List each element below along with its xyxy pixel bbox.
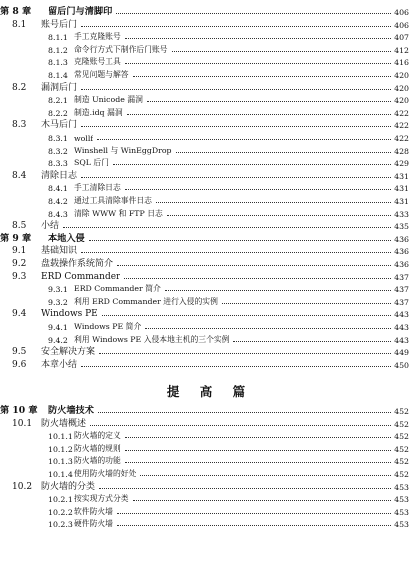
dot-leader xyxy=(133,500,392,501)
toc-entry-title: Windows PE 简介 xyxy=(74,322,142,331)
toc-entry-title: 按实现方式分类 xyxy=(74,494,129,504)
dot-leader xyxy=(125,63,391,64)
toc-entry-title: 利用 Windows PE 入侵本地主机的三个实例 xyxy=(74,334,230,344)
dot-leader xyxy=(116,13,391,14)
dot-leader xyxy=(156,202,391,203)
dot-leader xyxy=(113,164,391,165)
toc-entry-title: ERD Commander xyxy=(41,271,121,282)
toc-entry-number: 9.3.2 xyxy=(48,297,68,307)
toc-entry-number: 8.1.4 xyxy=(48,71,68,80)
toc-entry-number: 8.4 xyxy=(12,170,27,181)
toc-page-number: 422 xyxy=(394,108,409,118)
toc-page-number: 452 xyxy=(394,419,409,429)
toc-page-number: 431 xyxy=(394,197,409,206)
toc-page-number: 453 xyxy=(394,495,409,505)
toc-page-number: 452 xyxy=(394,457,409,467)
toc-page-number: 406 xyxy=(394,8,409,17)
toc-entry-number: 8.2 xyxy=(12,82,27,93)
toc-page-number: 436 xyxy=(394,247,409,257)
toc-entry-number: 10.1.1 xyxy=(48,432,73,442)
toc-page-number: 443 xyxy=(394,335,409,345)
toc-page-number: 437 xyxy=(394,272,409,282)
toc-entry-number: 8.1 xyxy=(12,19,27,30)
toc-entry-number: 8.5 xyxy=(12,221,27,232)
toc-page-number: 431 xyxy=(394,171,409,181)
toc-entry-number: 第 8 章 xyxy=(0,6,32,17)
toc-entry-number: 10.2.2 xyxy=(48,507,73,517)
toc-page-number: 429 xyxy=(394,159,409,169)
toc-page-number: 452 xyxy=(394,432,409,442)
dot-leader xyxy=(117,513,391,514)
dot-leader xyxy=(233,341,391,342)
dot-leader xyxy=(125,38,391,39)
toc-entry-title: 制造.idq 漏洞 xyxy=(74,107,123,117)
dot-leader xyxy=(99,353,391,354)
toc-entry-number: 10.1 xyxy=(12,418,33,429)
toc-entry-number: 8.2.2 xyxy=(48,108,68,118)
dot-leader xyxy=(124,278,391,279)
dot-leader xyxy=(89,240,391,241)
toc-entry-number: 8.3.2 xyxy=(48,146,68,156)
toc-entry-number: 8.4.2 xyxy=(48,197,68,206)
dot-leader xyxy=(81,26,391,27)
toc-page-number: 420 xyxy=(394,96,409,106)
toc-subsection-row xyxy=(0,515,420,529)
dot-leader xyxy=(81,89,391,90)
toc-entry-title: 防火墙概述 xyxy=(41,418,87,429)
dot-leader xyxy=(81,366,391,367)
toc-entry-number: 9.4 xyxy=(12,309,27,320)
dot-leader xyxy=(165,290,391,291)
dot-leader xyxy=(176,152,392,153)
dot-leader xyxy=(81,126,391,127)
dot-leader xyxy=(140,475,391,476)
toc-page-number: 422 xyxy=(394,121,409,131)
dot-leader xyxy=(117,525,391,526)
toc-entry-number: 8.1.2 xyxy=(48,45,68,55)
toc-entry-number: 8.3 xyxy=(12,120,27,131)
toc-entry-title: Winshell 与 WinEggDrop xyxy=(74,145,172,155)
toc-entry-title: 软件防火墙 xyxy=(74,506,113,516)
toc-entry-title: 清除日志 xyxy=(41,170,78,181)
toc-entry-title: 制造 Unicode 漏洞 xyxy=(74,95,143,105)
dot-leader xyxy=(125,437,391,438)
toc-entry-title: 防火墙技术 xyxy=(48,405,94,416)
toc-page-number: 437 xyxy=(394,285,409,295)
toc-entry-title: 基础知识 xyxy=(41,246,78,257)
toc-entry-title: 木马后门 xyxy=(41,120,78,131)
toc-page-number: 431 xyxy=(394,184,409,194)
toc-entry-number: 10.1.2 xyxy=(48,444,73,454)
toc-entry-number: 8.1.1 xyxy=(48,33,68,43)
toc-page-number: 453 xyxy=(394,507,409,517)
toc-page-number: 435 xyxy=(394,222,409,232)
toc-page-number: 420 xyxy=(394,83,409,93)
toc-entry-title: 本章小结 xyxy=(41,359,78,370)
toc-entry-title: 手工清除日志 xyxy=(74,183,121,193)
dot-leader xyxy=(97,139,391,140)
toc-entry-number: 9.3.1 xyxy=(48,285,68,295)
toc-page-number: 443 xyxy=(394,323,409,332)
toc-entry-number: 9.1 xyxy=(12,246,27,257)
toc-entry-number: 9.6 xyxy=(12,359,27,370)
toc-entry-title: Windows PE xyxy=(41,309,98,320)
toc-page-number: 422 xyxy=(394,134,409,143)
dot-leader xyxy=(81,252,391,253)
toc-section-row xyxy=(0,356,420,370)
toc-entry-number: 10.2.3 xyxy=(48,520,73,530)
toc-page-number: 449 xyxy=(394,348,409,358)
part-title: 提 高 篇 xyxy=(166,384,254,399)
toc-entry-number: 第 10 章 xyxy=(0,405,38,416)
toc-entry-number: 10.2 xyxy=(12,481,33,492)
toc-entry-number: 8.2.1 xyxy=(48,96,68,106)
toc-entry-title: 清除 WWW 和 FTP 日志 xyxy=(74,208,163,218)
toc-entry-title: 账号后门 xyxy=(41,19,78,30)
toc-page-number: 436 xyxy=(394,234,409,244)
toc-page-number: 420 xyxy=(394,71,409,80)
toc-entry-title: 本地入侵 xyxy=(48,232,85,244)
toc-entry-title: wollf xyxy=(74,134,94,143)
toc-entry-number: 8.4.1 xyxy=(48,184,68,194)
toc-entry-number: 10.1.3 xyxy=(48,457,73,467)
toc-page-number: 453 xyxy=(394,520,409,530)
toc-page-number: 406 xyxy=(394,20,409,30)
toc-entry-title: 手工克隆账号 xyxy=(74,32,121,42)
toc-page-number: 452 xyxy=(394,470,409,479)
toc-entry-number: 9.3 xyxy=(12,271,27,282)
toc-entry-number: 9.2 xyxy=(12,259,27,269)
toc-page-number: 407 xyxy=(394,33,409,43)
toc-entry-title: 硬件防火墙 xyxy=(74,519,113,529)
toc-page-number: 433 xyxy=(394,209,409,219)
toc-entry-number: 9.4.1 xyxy=(48,323,68,332)
dot-leader xyxy=(125,450,391,451)
dot-leader xyxy=(98,412,391,413)
toc-page-number: 452 xyxy=(394,407,409,416)
toc-entry-title: 防火墙的功能 xyxy=(74,456,121,466)
toc-entry-number: 8.3.1 xyxy=(48,134,68,143)
toc-entry-title: 通过工具清除事件日志 xyxy=(74,196,152,205)
toc-entry-title: 小结 xyxy=(41,221,60,232)
dot-leader xyxy=(90,425,391,426)
toc-entry-number: 10.2.1 xyxy=(48,495,73,505)
toc-entry-number: 8.3.3 xyxy=(48,159,68,169)
dot-leader xyxy=(81,177,391,178)
dot-leader xyxy=(133,76,392,77)
toc-entry-title: 安全解决方案 xyxy=(41,347,96,358)
toc-entry-title: SQL 后门 xyxy=(74,158,109,168)
toc-page-number: 428 xyxy=(394,146,409,156)
dot-leader xyxy=(145,328,391,329)
toc-entry-number: 10.1.4 xyxy=(48,470,73,479)
toc-entry-title: ERD Commander 简介 xyxy=(74,284,161,294)
toc-page-number: 437 xyxy=(394,297,409,307)
toc-entry-number: 8.4.3 xyxy=(48,209,68,219)
toc-entry-number: 第 9 章 xyxy=(0,232,32,244)
toc-entry-title: 克隆账号工具 xyxy=(74,57,121,67)
toc-page-number: 436 xyxy=(394,260,409,269)
toc-entry-title: 漏洞后门 xyxy=(41,82,78,93)
dot-leader xyxy=(125,189,391,190)
toc-page-number: 443 xyxy=(394,310,409,320)
toc-page-number: 453 xyxy=(394,482,409,492)
toc-entry-title: 命令行方式下制作后门账号 xyxy=(74,44,168,54)
dot-leader xyxy=(172,51,392,52)
toc-entry-title: 常见问题与解答 xyxy=(74,70,129,79)
toc-entry-number: 8.1.3 xyxy=(48,58,68,68)
dot-leader xyxy=(222,303,391,304)
dot-leader xyxy=(63,227,391,228)
dot-leader xyxy=(167,215,391,216)
dot-leader xyxy=(147,101,391,102)
dot-leader xyxy=(117,265,391,266)
dot-leader xyxy=(102,315,391,316)
toc-entry-title: 利用 ERD Commander 进行入侵的实例 xyxy=(74,296,218,306)
toc-entry-title: 防火墙的分类 xyxy=(41,481,96,492)
toc-page-number: 412 xyxy=(394,45,409,55)
toc-entry-number: 9.4.2 xyxy=(48,335,68,345)
toc-entry-title: 防火墙的规则 xyxy=(74,443,121,453)
dot-leader xyxy=(125,462,391,463)
toc-page-number: 452 xyxy=(394,444,409,454)
toc-entry-title: 留后门与清脚印 xyxy=(48,6,113,17)
toc-page-number: 416 xyxy=(394,58,409,68)
toc-entry-title: 使用防火墙的好处 xyxy=(74,469,137,478)
toc-entry-title: 盘载操作系统简介 xyxy=(41,259,114,269)
toc-page-number: 450 xyxy=(394,360,409,370)
dot-leader xyxy=(127,114,391,115)
toc-entry-number: 9.5 xyxy=(12,347,27,358)
dot-leader xyxy=(99,488,391,489)
toc-entry-title: 防火墙的定义 xyxy=(74,431,121,441)
